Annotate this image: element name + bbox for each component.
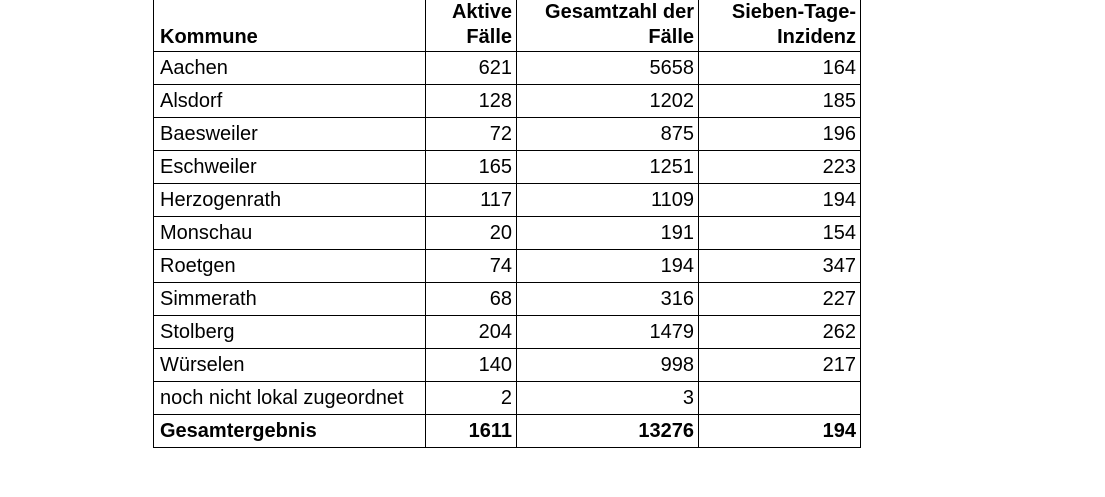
cell-sieben-tage-inzidenz: 217 [699,349,861,382]
header-kommune [154,0,426,52]
cell-kommune: noch nicht lokal zugeordnet [154,382,426,415]
cell-sieben-tage-inzidenz: 185 [699,85,861,118]
table-row [154,184,861,217]
cell-aktive-faelle: 140 [426,349,517,382]
cell-sieben-tage-inzidenz: 347 [699,250,861,283]
table-row [154,382,861,415]
cell-kommune: Würselen [154,349,426,382]
header-aktive-faelle [426,0,517,52]
cell-gesamtzahl-faelle: 875 [517,118,699,151]
cell-aktive-faelle: 117 [426,184,517,217]
cell-kommune: Alsdorf [154,85,426,118]
cell-sieben-tage-inzidenz: 194 [699,184,861,217]
table-row [154,217,861,250]
cell-sieben-tage-inzidenz: 196 [699,118,861,151]
cell-kommune: Roetgen [154,250,426,283]
cell-gesamtzahl-faelle: 998 [517,349,699,382]
header-inzidenz-line2: Inzidenz [777,26,856,48]
total-row [154,415,861,448]
cell-gesamtzahl-faelle: 316 [517,283,699,316]
cell-kommune: Eschweiler [154,151,426,184]
header-aktive-line2: Fälle [466,26,512,48]
cell-aktive-faelle: 1611 [426,415,517,448]
cell-gesamtzahl-faelle: 1202 [517,85,699,118]
cell-gesamtzahl-faelle: 1251 [517,151,699,184]
cell-gesamtzahl-faelle: 191 [517,217,699,250]
cell-aktive-faelle: 165 [426,151,517,184]
cell-aktive-faelle: 72 [426,118,517,151]
header-kommune-label: Kommune [160,26,258,48]
cell-aktive-faelle: 74 [426,250,517,283]
header-gesamt-line1: Gesamtzahl der [545,1,694,23]
cell-kommune: Gesamtergebnis [154,415,426,448]
cell-kommune: Stolberg [154,316,426,349]
header-inzidenz-line1: Sieben-Tage- [731,1,856,23]
header-sieben-tage-inzidenz [699,0,861,52]
header-aktive-line1: Aktive [451,1,512,23]
cell-gesamtzahl-faelle: 1109 [517,184,699,217]
cell-sieben-tage-inzidenz: 223 [699,151,861,184]
table-body [154,52,861,448]
cell-kommune: Aachen [154,52,426,85]
cell-aktive-faelle: 128 [426,85,517,118]
cell-sieben-tage-inzidenz: 194 [699,415,861,448]
header-gesamt-line2: Fälle [648,26,694,48]
cell-gesamtzahl-faelle: 3 [517,382,699,415]
cell-aktive-faelle: 20 [426,217,517,250]
table-row [154,250,861,283]
cell-gesamtzahl-faelle: 194 [517,250,699,283]
cell-sieben-tage-inzidenz: 262 [699,316,861,349]
table-row [154,151,861,184]
cell-aktive-faelle: 621 [426,52,517,85]
table-header [154,0,861,52]
cell-kommune: Monschau [154,217,426,250]
table-row [154,52,861,85]
cell-kommune: Baesweiler [154,118,426,151]
table-row [154,118,861,151]
cell-aktive-faelle: 68 [426,283,517,316]
cell-gesamtzahl-faelle: 13276 [517,415,699,448]
cell-gesamtzahl-faelle: 5658 [517,52,699,85]
cell-gesamtzahl-faelle: 1479 [517,316,699,349]
cell-kommune: Herzogenrath [154,184,426,217]
table-row [154,85,861,118]
cell-sieben-tage-inzidenz: 164 [699,52,861,85]
cell-sieben-tage-inzidenz [699,382,861,415]
cell-aktive-faelle: 204 [426,316,517,349]
cell-sieben-tage-inzidenz: 227 [699,283,861,316]
table-row [154,283,861,316]
cell-sieben-tage-inzidenz: 154 [699,217,861,250]
table-row [154,316,861,349]
table-row [154,349,861,382]
cell-kommune: Simmerath [154,283,426,316]
covid-cases-table [153,0,861,448]
header-row [154,0,861,52]
cell-aktive-faelle: 2 [426,382,517,415]
header-gesamtzahl-faelle [517,0,699,52]
